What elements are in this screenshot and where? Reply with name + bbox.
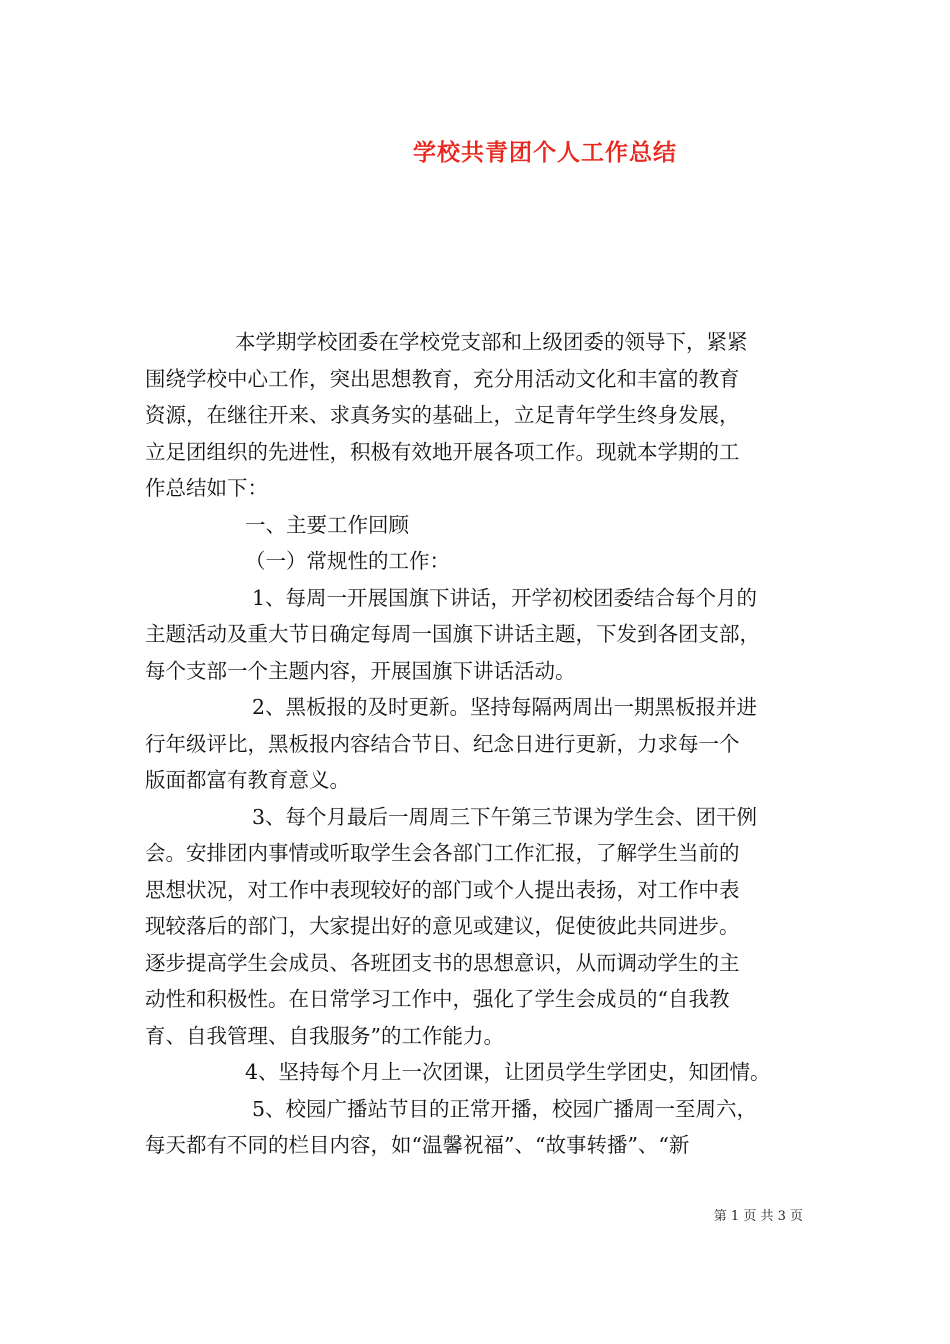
body-line: 资源，在继往开来、求真务实的基础上，立足青年学生终身发展， (145, 403, 740, 427)
page-number-footer: 第 1 页 共 3 页 (713, 1209, 803, 1224)
body-line: 行年级评比，黑板报内容结合节日、纪念日进行更新，力求每一个 (145, 731, 740, 756)
body-line: 育、自我管理、自我服务”的工作能力。 (145, 1023, 504, 1048)
body-line: 本学期学校团委在学校党支部和上级团委的领导下，紧紧 (235, 330, 748, 354)
body-line: 一、主要工作回顾 (245, 512, 409, 537)
body-line: 思想状况，对工作中表现较好的部门或个人提出表扬，对工作中表 (145, 877, 740, 902)
body-line: 4、坚持每个月上一次团课，让团员学生学团史，知团情。 (245, 1060, 771, 1084)
body-line: 3、每个月最后一周周三下午第三节课为学生会、团干例 (252, 804, 758, 829)
body-line: 每天都有不同的栏目内容，如“温馨祝福”、“故事转播”、“新 (145, 1133, 690, 1157)
body-line: 逐步提高学生会成员、各班团支书的思想意识，从而调动学生的主 (145, 950, 740, 975)
body-line: 主题活动及重大节日确定每周一国旗下讲话主题，下发到各团支部， (145, 622, 760, 646)
body-line: 作总结如下： (145, 476, 268, 500)
body-line: （一）常规性的工作： (245, 549, 450, 573)
document-title: 学校共青团个人工作总结 (413, 139, 677, 166)
body-line: 立足团组织的先进性，积极有效地开展各项工作。现就本学期的工 (145, 439, 740, 464)
body-line: 1、每周一开展国旗下讲话，开学初校团委结合每个月的 (252, 585, 758, 610)
body-line: 2、黑板报的及时更新。坚持每隔两周出一期黑板报并进 (252, 695, 758, 719)
body-line: 围绕学校中心工作，突出思想教育，充分用活动文化和丰富的教育 (145, 366, 740, 391)
body-line: 5、校园广播站节目的正常开播，校园广播周一至周六， (252, 1096, 758, 1121)
body-line: 动性和积极性。在日常学习工作中，强化了学生会成员的“自我教 (145, 987, 730, 1011)
document-body (145, 324, 807, 1164)
body-line: 每个支部一个主题内容，开展国旗下讲话活动。 (145, 658, 576, 683)
body-line: 会。安排团内事情或听取学生会各部门工作汇报，了解学生当前的 (145, 841, 740, 865)
body-line: 现较落后的部门，大家提出好的意见或建议，促使彼此共同进步。 (145, 914, 740, 938)
body-line: 版面都富有教育意义。 (145, 768, 350, 792)
